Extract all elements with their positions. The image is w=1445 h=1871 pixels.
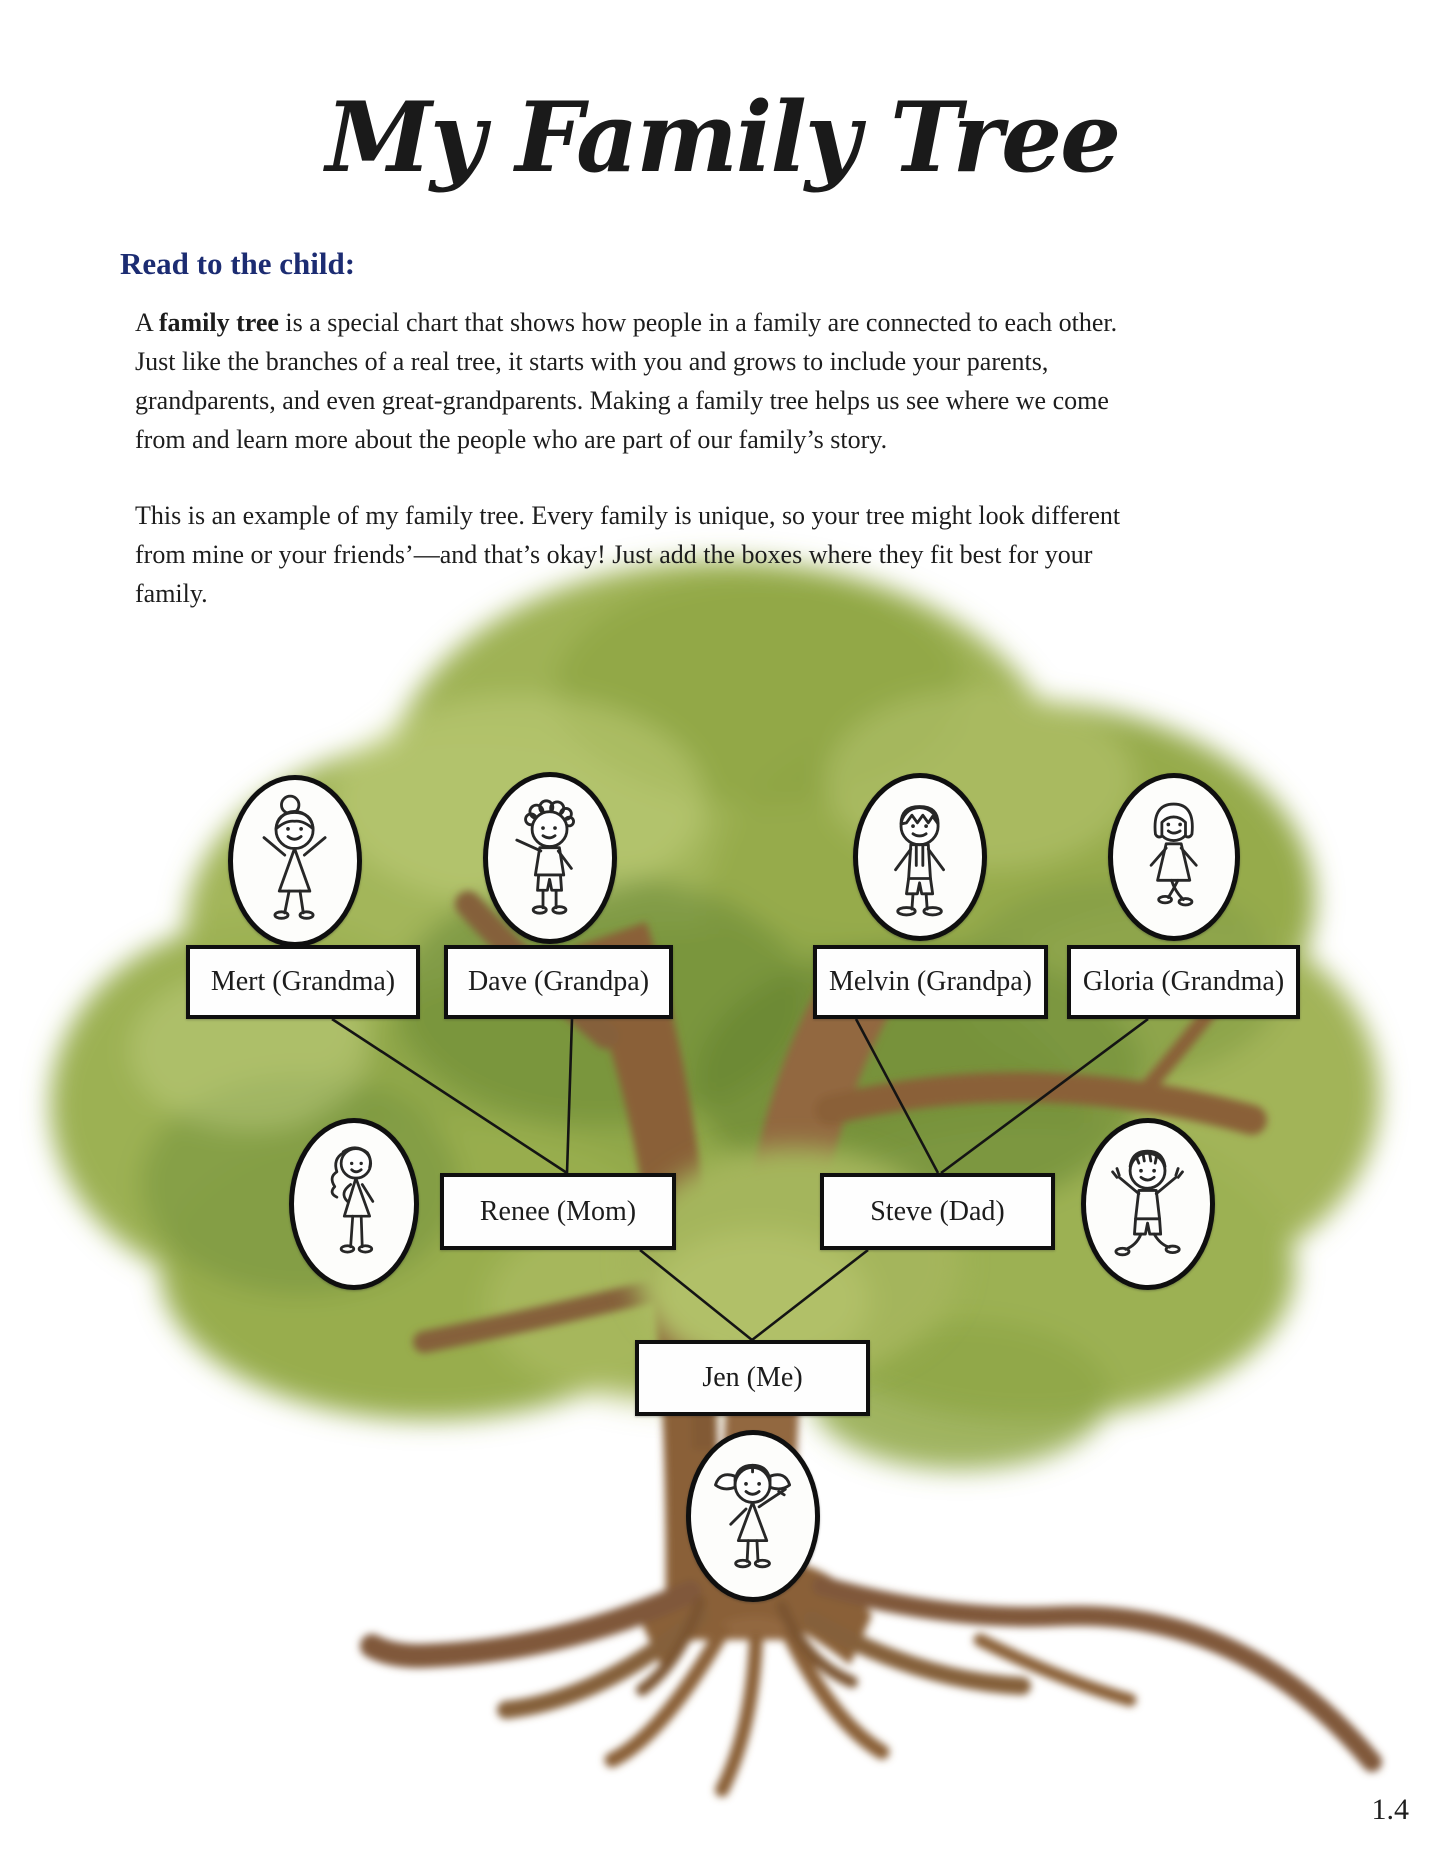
intro-text (135, 303, 1147, 650)
family-node-me-jen (635, 1340, 870, 1416)
family-node-dad-steve (820, 1173, 1055, 1250)
family-node-grandma-gloria (1067, 945, 1300, 1019)
figure-oval-mom-renee (289, 1118, 419, 1290)
family-node-grandpa-melvin (813, 945, 1048, 1019)
paragraph-1-prefix: A (135, 308, 159, 337)
paragraph-1 (135, 303, 1147, 459)
page-title: My Family Tree (325, 81, 1120, 194)
figure-oval-grandpa-melvin (853, 773, 987, 941)
grandpa-dave-figure-icon (495, 783, 604, 932)
read-to-child-heading: Read to the child: (120, 246, 356, 281)
node-label-steve: Steve (Dad) (870, 1195, 1005, 1227)
figure-oval-grandpa-dave (483, 772, 617, 944)
node-label-renee: Renee (Mom) (479, 1195, 637, 1227)
figure-oval-me-jen (686, 1430, 820, 1602)
grandpa-melvin-figure-icon (865, 784, 974, 929)
figure-oval-dad-steve (1081, 1118, 1215, 1290)
paragraph-1-bold-term: family tree (158, 308, 279, 337)
family-node-grandma-mert (186, 945, 420, 1019)
mom-renee-figure-icon (301, 1129, 407, 1278)
figure-oval-grandma-gloria (1108, 773, 1240, 941)
node-label-jen: Jen (Me) (702, 1362, 803, 1393)
family-node-mom-renee (440, 1173, 676, 1250)
node-label-dave: Dave (Grandpa) (467, 966, 650, 997)
me-jen-figure-icon (698, 1441, 807, 1590)
node-label-melvin: Melvin (Grandpa) (829, 966, 1032, 997)
page-number: 1.4 (1371, 1793, 1409, 1826)
node-label-mert: Mert (Grandma) (210, 966, 396, 997)
figure-oval-grandma-mert (228, 775, 362, 947)
grandma-mert-figure-icon (240, 786, 349, 935)
family-node-grandpa-dave (444, 945, 673, 1019)
node-label-gloria: Gloria (Grandma) (1082, 966, 1285, 997)
paragraph-1-rest: is a special chart that shows how people in a family are connected to each other. Just like the branches of a real tree, it starts with you and grows to include your parents, grandparents, and even great-grandparents. Making a family tree helps us see where we come from and learn more about the people who are part of our family’s story. (135, 308, 1118, 454)
grandma-gloria-figure-icon (1120, 784, 1227, 929)
dad-steve-figure-icon (1093, 1129, 1202, 1278)
paragraph-2: This is an example of my family tree. Every family is unique, so your tree might look different from mine or your friends’—and that’s okay! Just add the boxes where they fit best for your family. (135, 501, 1121, 608)
